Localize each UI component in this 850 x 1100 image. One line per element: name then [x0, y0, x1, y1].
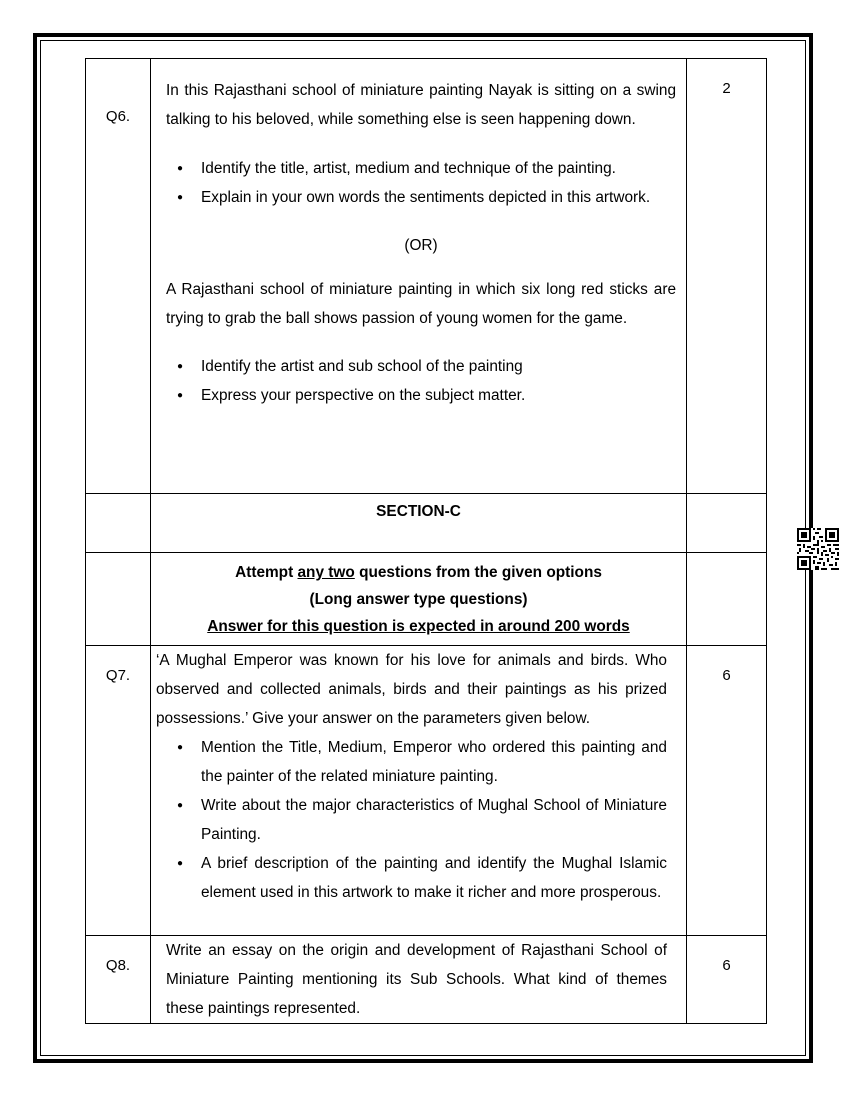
question-number: Q7. — [86, 646, 151, 936]
question-body — [151, 646, 687, 936]
question-number: Q6. — [86, 59, 151, 494]
marks-cell: 6 — [687, 936, 767, 1024]
question-table — [85, 58, 767, 1024]
instructions-row — [86, 553, 767, 646]
question-body — [151, 936, 687, 1024]
question-row-q8 — [86, 936, 767, 1024]
or-label: (OR) — [404, 237, 438, 254]
instruction-line: Attempt any two questions from the given options — [235, 564, 602, 581]
bullet-item: ● Explain in your own words the sentiments depicted in this artwork. — [166, 183, 676, 212]
question-body — [151, 59, 687, 494]
qr-code-icon — [797, 528, 839, 570]
bullet-item: ● Identify the title, artist, medium and technique of the painting. — [166, 154, 676, 183]
marks-cell: 2 — [687, 59, 767, 494]
bullet-item: ● A brief description of the painting and identify the Mughal Islamic element used in this artwork to make it richer and more prosperous. — [166, 849, 667, 907]
question-text: In this Rajasthani school of miniature painting Nayak is sitting on a swing talking to his beloved, while something else is seen happening down. — [166, 82, 676, 128]
instruction-line: Answer for this question is expected in around 200 words — [207, 618, 630, 635]
bullet-item: ● Identify the artist and sub school of the painting — [166, 352, 676, 381]
question-text: Write an essay on the origin and development of Rajasthani School of Miniature Painting mentioning its Sub Schools. What kind of themes these paintings represented. — [166, 942, 667, 1017]
bullet-item: ● Mention the Title, Medium, Emperor who ordered this painting and the painter of the related miniature painting. — [166, 733, 667, 791]
instruction-line: (Long answer type questions) — [309, 591, 528, 608]
question-row-q6 — [86, 59, 767, 494]
section-title: SECTION-C — [151, 494, 687, 553]
alt-question-text: A Rajasthani school of miniature painting in which six long red sticks are trying to grab the ball shows passion of young women for the game. — [166, 281, 676, 327]
bullet-item: ● Write about the major characteristics of Mughal School of Miniature Painting. — [166, 791, 667, 849]
bullet-list — [166, 154, 676, 212]
instructions — [151, 553, 687, 646]
section-row — [86, 494, 767, 553]
bullet-list — [166, 352, 676, 410]
marks-cell: 6 — [687, 646, 767, 936]
question-text: ‘A Mughal Emperor was known for his love for animals and birds. Who observed and collected animals, birds and their paintings as his prized possessions.’ Give your answer on the parameters given below. — [156, 652, 667, 727]
question-number: Q8. — [86, 936, 151, 1024]
bullet-item: ● Express your perspective on the subject matter. — [166, 381, 676, 410]
question-row-q7 — [86, 646, 767, 936]
bullet-list — [166, 733, 667, 907]
